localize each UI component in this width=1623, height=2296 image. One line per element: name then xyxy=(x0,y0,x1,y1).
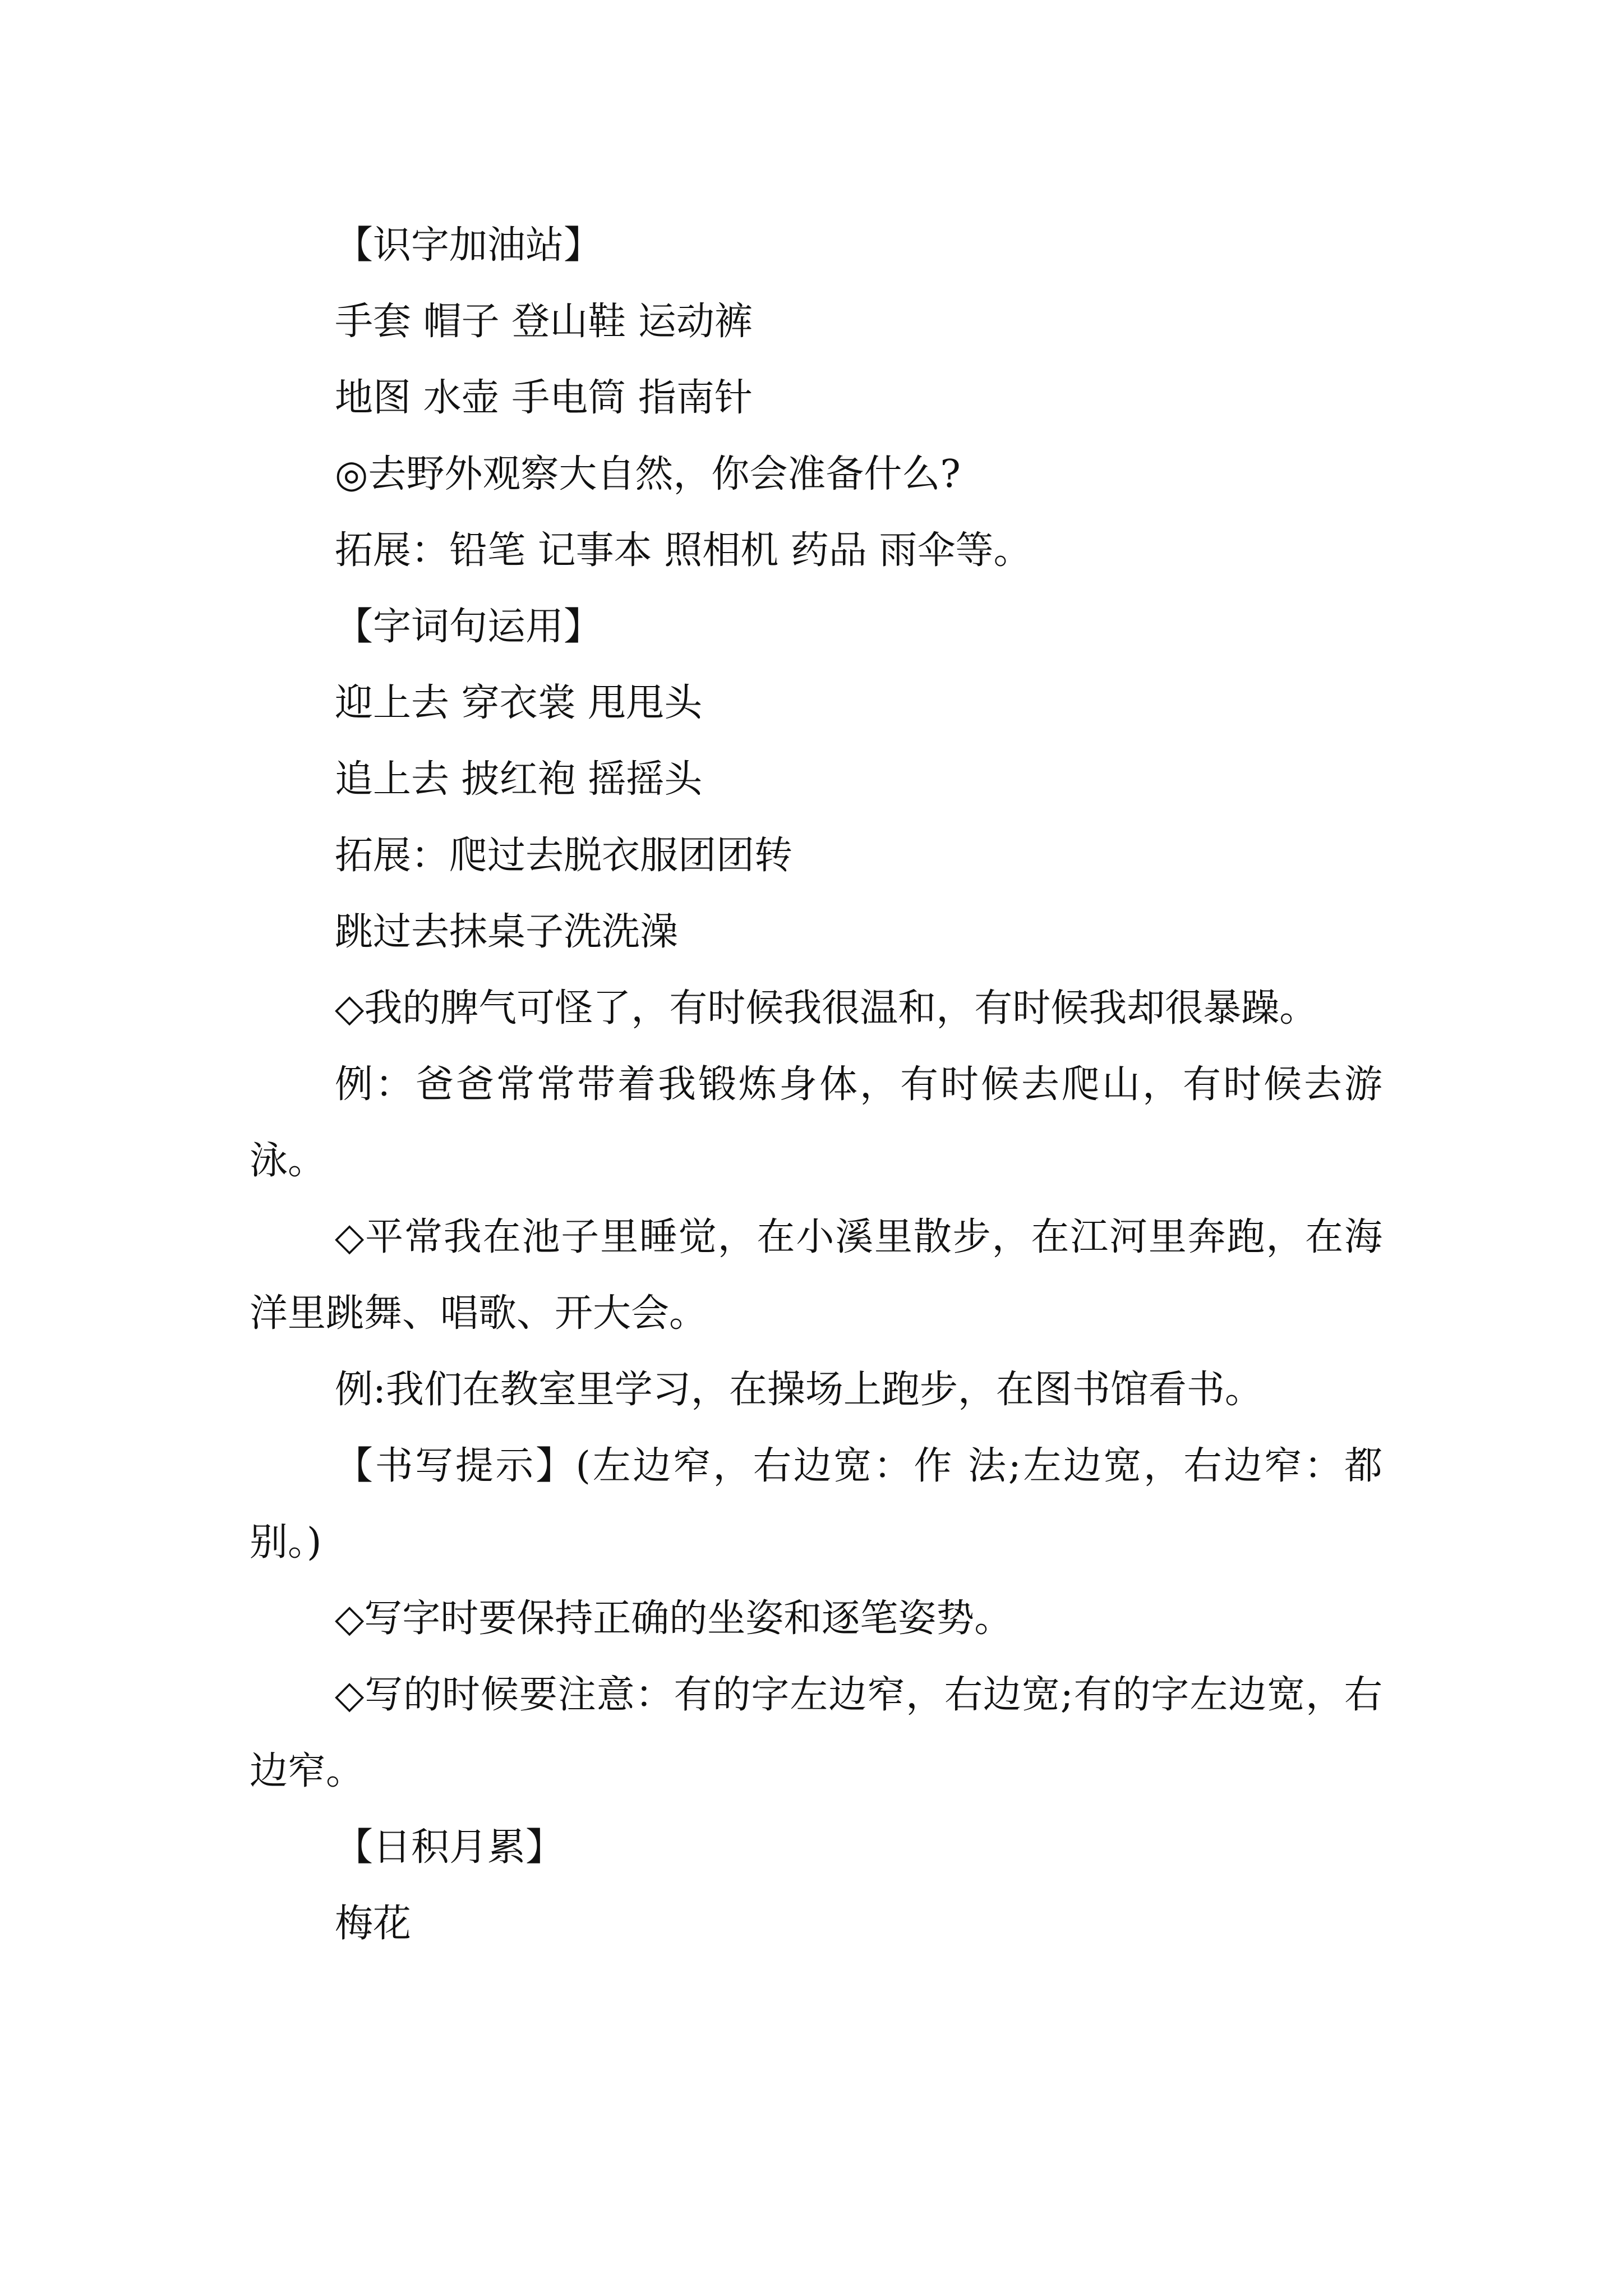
phrase-line-3: 跳过去抹桌子洗洗澡 xyxy=(335,910,679,954)
section-heading-writing-tips: 【书写提示】(左边窄，右边宽：作 法;左边宽，右边窄：都 别。) xyxy=(250,1444,1395,1565)
example-paragraph-2: 例:我们在教室里学习，在操场上跑步，在图书馆看书。 xyxy=(335,1368,1263,1412)
phrase-line-2: 追上去 披红袍 摇摇头 xyxy=(335,757,703,802)
extension-line-1: 拓展：铅笔 记事本 照相机 药品 雨伞等。 xyxy=(335,528,1032,573)
tip-paragraph-2: ◇写的时候要注意：有的字左边窄，右边宽;有的字左边宽，右边窄。 xyxy=(250,1673,1382,1793)
sentence-paragraph-2: ◇平常我在池子里睡觉，在小溪里散步，在江河里奔跑，在海洋里跳舞、唱歌、开大会。 xyxy=(250,1215,1382,1336)
word-list-line-2: 地图 水壶 手电筒 指南针 xyxy=(335,376,753,420)
example-paragraph-1: 例：爸爸常常带着我锻炼身体，有时候去爬山，有时候去游泳。 xyxy=(250,1062,1382,1183)
question-line: ◎去野外观察大自然，你会准备什么? xyxy=(335,452,961,496)
document-body xyxy=(250,208,1395,1962)
word-list-line-1: 手套 帽子 登山鞋 运动裤 xyxy=(335,300,753,344)
poem-title: 梅花 xyxy=(335,1902,412,1946)
tip-paragraph-1: ◇写字时要保持正确的坐姿和逐笔姿势。 xyxy=(335,1596,1013,1641)
phrase-line-1: 迎上去 穿衣裳 甩甩头 xyxy=(335,681,703,725)
section-heading-literacy: 【识字加油站】 xyxy=(335,223,602,268)
extension-line-2: 拓展：爬过去脱衣服团团转 xyxy=(335,834,793,878)
sentence-paragraph-1: ◇我的脾气可怪了，有时候我很温和，有时候我却很暴躁。 xyxy=(335,986,1318,1030)
section-heading-daily-accumulation: 【日积月累】 xyxy=(335,1825,564,1870)
section-heading-word-usage: 【字词句运用】 xyxy=(335,605,602,649)
